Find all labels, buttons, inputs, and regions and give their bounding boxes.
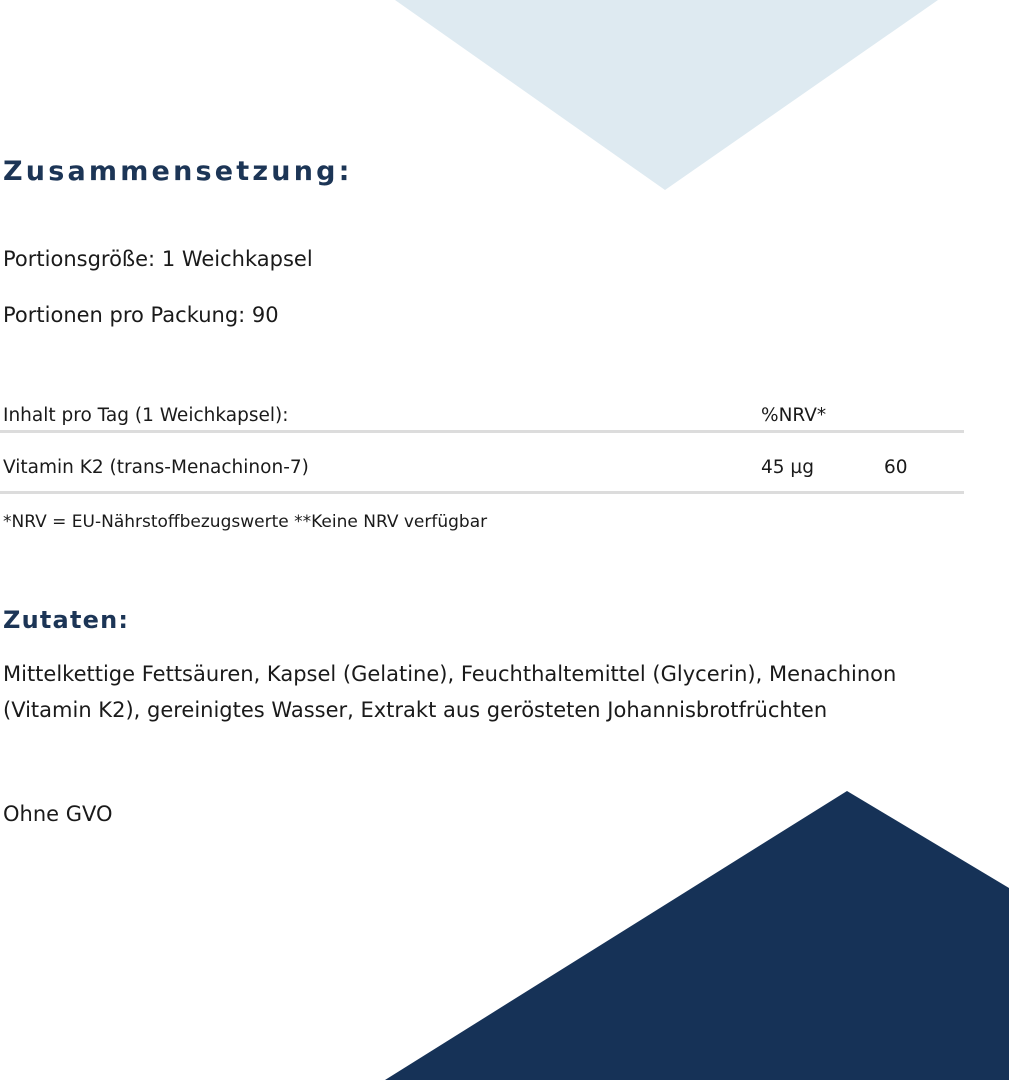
serving-size-text: Portionsgröße: 1 Weichkapsel: [3, 247, 313, 271]
nutrient-nrv-value: 60: [884, 457, 908, 478]
table-divider: [0, 430, 964, 433]
table-header-nrv: %NRV*: [761, 405, 827, 426]
nutrient-amount: 45 µg: [761, 457, 814, 478]
light-blue-triangle-decoration: [395, 0, 938, 190]
table-header-label: Inhalt pro Tag (1 Weichkapsel):: [3, 405, 289, 426]
dark-blue-triangle-decoration: [385, 791, 1009, 1080]
composition-heading: Zusammensetzung:: [3, 156, 353, 187]
ingredients-heading: Zutaten:: [3, 606, 130, 634]
nutrient-name: Vitamin K2 (trans-Menachinon-7): [3, 457, 309, 478]
ingredients-text: Mittelkettige Fettsäuren, Kapsel (Gelatine), Feuchthaltemittel (Glycerin), Menachinon (Vitamin K2), gereinigtes Wasser, Extrakt aus gerösteten Johannisbrotfrüchten: [3, 662, 897, 722]
gmo-note: Ohne GVO: [3, 802, 113, 826]
nrv-footnote: *NRV = EU-Nährstoffbezugswerte **Keine NRV verfügbar: [3, 512, 488, 532]
table-divider: [0, 491, 964, 494]
servings-per-pack-text: Portionen pro Packung: 90: [3, 303, 279, 327]
